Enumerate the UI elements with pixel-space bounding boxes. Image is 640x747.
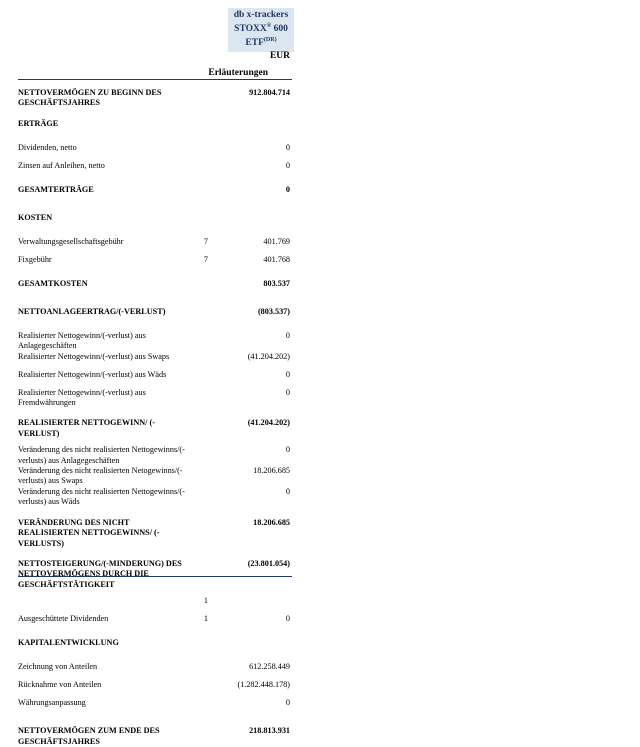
row-label: Ausgeschüttete Dividenden [18,614,109,624]
row-value: 0 [285,445,290,455]
header-divider [18,79,292,80]
fund-name-line2: STOXX [234,24,267,35]
row-label: Veränderung des nicht realisierten Nettogewinns/(-verlusts) aus Wäds [18,486,185,507]
row-value: 0 [285,160,290,170]
table-row [18,331,292,352]
table-row [18,370,292,388]
row-label: Zinsen auf Anleihen, netto [18,160,105,170]
table-row [18,638,292,656]
currency-label: EUR [269,51,290,61]
row-label: Realisierter Nettogewinn/(-verlust) aus Swaps [18,351,170,361]
row-label: GESAMTKOSTEN [18,278,88,288]
table-row [18,726,292,747]
row-label: ERTRÄGE [18,118,59,128]
row-value: 0 [285,698,290,708]
row-label: Rücknahme von Anteilen [18,680,102,690]
table-row [18,185,292,203]
row-value: 218.813.931 [249,726,290,736]
fund-name-line3: ETF [245,38,264,49]
row-label: Dividenden, netto [18,142,77,152]
table-row [18,88,292,109]
row-label: Veränderung des nicht realisierten Nettogewinns/(-verlusts) aus Anlagegeschäften [18,445,185,465]
row-value: (1.282.448.178) [237,680,290,690]
row-spacer [18,408,292,418]
row-value: (803.537) [257,306,290,316]
row-value: 18.206.685 [253,466,290,476]
row-label: Realisierter Nettogewinn/(-verlust) aus Fremdwährungen [18,387,146,408]
row-value: 0 [285,387,290,397]
row-spacer [18,203,292,213]
row-spacer [18,716,292,726]
table-row [18,662,292,680]
row-value: 0 [285,486,290,496]
table-row [18,161,292,179]
table-row [18,237,292,255]
row-label: Realisierter Nettogewinn/(-verlust) aus Anlagegeschäften [18,330,146,351]
row-value: 803.537 [263,278,290,288]
table-row [18,559,292,590]
row-note-ref: 1 [203,614,208,624]
row-value: 0 [285,330,290,340]
row-label: Verwaltungsgesellschaftsgebühr [18,236,124,246]
row-label: NETTOSTEIGERUNG/(-MINDERUNG) DES NETTOVERMÖGENS DURCH DIE GESCHÄFTSTÄTIGKEIT [18,558,182,589]
row-value: 0 [285,614,290,624]
row-value: (23.801.054) [247,558,290,568]
table-row [18,445,292,466]
fund-name-superscript: (DR) [263,37,277,44]
row-value: 912.804.714 [249,88,290,97]
notes-column-header: Erläuterungen [208,68,268,78]
row-note-ref: 1 [203,596,208,606]
fund-name-line2b: 600 [271,24,288,35]
row-label: NETTOVERMÖGEN ZUM ENDE DES GESCHÄFTSJAHRES [18,726,160,746]
footer-divider [18,576,292,577]
row-label: VERÄNDERUNG DES NICHT REALISIERTEN NETTOGEWINNS/ (-VERLUSTS) [18,517,160,548]
table-row [18,143,292,161]
table-row [18,487,292,508]
table-row [18,119,292,137]
row-note-ref: 7 [203,254,208,264]
statement-table [18,88,292,747]
table-row [18,614,292,632]
row-label: GESAMTERTRÄGE [18,184,94,194]
fund-name-line1: db x-trackers [233,10,289,20]
row-label: Veränderung des nicht realisierten Netogewinns/(-verlusts) aus Swaps [18,466,183,486]
row-value: 0 [285,369,290,379]
row-value: 0 [285,184,290,194]
row-spacer [18,109,292,119]
row-value: 0 [285,142,290,152]
row-value: (41.204.202) [247,351,290,361]
row-label: KAPITALENTWICKLUNG [18,638,119,648]
table-row [18,255,292,273]
table-row [18,680,292,698]
row-label: KOSTEN [18,212,53,222]
table-row [18,388,292,409]
row-label: NETTOVERMÖGEN ZU BEGINN DES GESCHÄFTSJAHRES [18,88,162,108]
row-spacer [18,297,292,307]
table-row [18,352,292,370]
row-label: REALISIERTER NETTOGEWINN/ (-VERLUST) [18,418,155,438]
table-row [18,418,292,439]
row-value: (41.204.202) [247,418,290,428]
row-spacer [18,508,292,518]
row-value: 401.768 [263,254,290,264]
row-label: Währungsanpassung [18,698,86,708]
table-row [18,518,292,549]
row-spacer [18,549,292,559]
table-row [18,213,292,231]
table-row [18,698,292,716]
table-row [18,466,292,487]
table-row [18,279,292,297]
fund-column-header [228,8,294,52]
row-value: 18.206.685 [253,517,290,527]
row-value: 401.769 [263,236,290,246]
registered-mark-icon: ® [266,23,272,29]
row-label: NETTOANLAGEERTRAG/(-VERLUST) [18,306,166,316]
row-value: 612.258.449 [249,662,290,672]
row-label: Fixgebühr [18,254,52,264]
row-label: Realisierter Nettogewinn/(-verlust) aus Wäds [18,369,167,379]
row-note-ref: 7 [203,236,208,246]
table-row [18,307,292,325]
row-label: Zeichnung von Anteilen [18,662,98,672]
